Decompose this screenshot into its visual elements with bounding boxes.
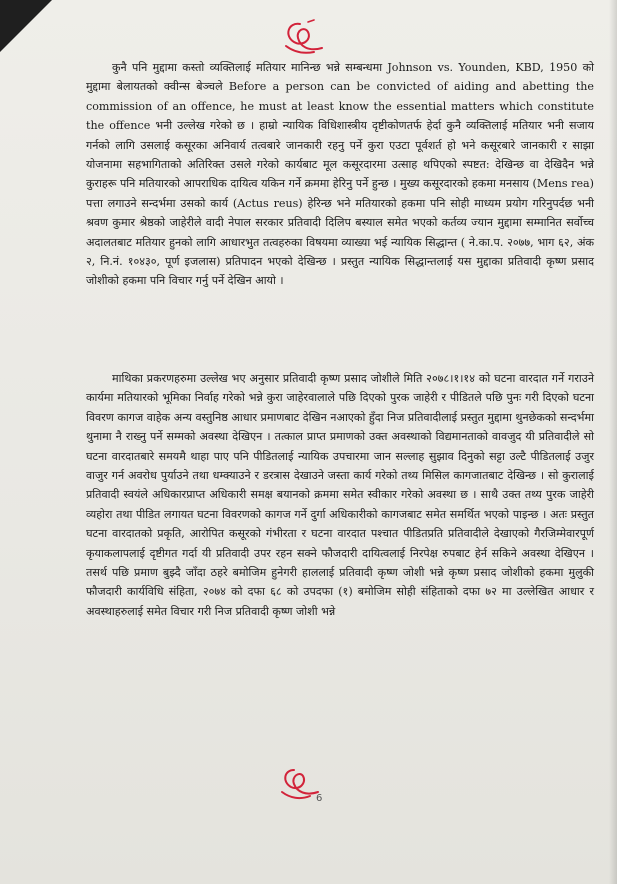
page-number: 6 — [316, 793, 323, 804]
paragraph-2 — [86, 369, 594, 621]
page-corner-fold — [0, 0, 52, 52]
paragraph-2-text: माथिका प्रकरणहरुमा उल्लेख भए अनुसार प्रतिवादी कृष्ण प्रसाद जोशीले मिति २०७८।१।१४ को घटना वारदात गर्ने गराउने कार्यमा मतियारको भूमिका निर्वाह गरेको भन्ने कुरा जाहेरवालाले पछि दिएको पुरक जाहेरी र पीडितले पछि पुनः गरी दिएको घटना विवरण कागज वाहेक अन्य वस्तुनिष्ठ आधार प्रमाणबाट देखिन नआएको हुँदा निज प्रतिवादीलाई प्रस्तुत मुद्दामा थुनछेकको सन्दर्भमा थुनामा नै राख्नु पर्ने सम्मको अवस्था देखिएन । तत्काल प्राप्त प्रमाणको उक्त अवस्थाको विद्यमानताको वावजुद यी प्रतिवादीले सो घटना वारदातबारे समयमै थाहा पाए पनि पीडितलाई न्यायिक उपचारमा जान सल्लाह सुझाव दिनुको सट्टा उल्टै पीडितलाई उजुर वाजुर गर्न अवरोध पुर्याउने तथा धम्क्याउने र डरत्रास देखाउने जस्ता कार्य गरेको तथ्य मिसिल कागजातबाट देखिन्छ । सो कुरालाई प्रतिवादी स्वयंले अधिकारप्राप्त अधिकारी समक्ष बयानको क्रममा समेत स्वीकार गरेको अवस्था छ । साथै उक्त तथ्य पुरक जाहेरी व्यहोरा तथा पीडित लगायत घटना विवरणको कागज गर्ने दुर्गा अधिकारीको कागजबाट समेत समर्थित भएको पाइन्छ । अतः प्रस्तुत घटना वारदातको प्रकृति, आरोपित कसूरको गंभीरता र घटना वारदात पश्चात पीडितप्रति प्रतिवादीले देखाएको गैरजिम्मेवारपूर्ण कृयाकलापलाई दृष्टीगत गर्दा यी प्रतिवादी उपर रहन सक्ने फौजदारी दायित्वलाई निरपेक्ष रुपबाट हेर्न सकिने अवस्था देखिएन । तसर्थ पछि प्रमाण बुझ्दै जाँदा ठहरे बमोजिम हुनेगरी हाललाई प्रतिवादी कृष्ण जोशी भन्ने कृष्ण प्रसाद जोशीको हकमा मुलुकी फौजदारी कार्यविधि संहिता, २०७४ को दफा ६८ को उपदफा (१) बमोजिम सोही संहिताको दफा ७२ मा उल्लेखित आधार र अवस्थाहरुलाई समेत विचार गरी निज प्रतिवादी कृष्ण जोशी भन्ने — [86, 372, 594, 618]
paragraph-1 — [86, 58, 594, 291]
paragraph-1-text: कुनै पनि मुद्दामा कस्तो व्यक्तिलाई मतियार मानिन्छ भन्ने सम्बन्धमा Johnson vs. Younden, KBD, 1950 को मुद्दामा बेलायतको क्वीन्स बेञ्चले Before a person can be convicted of aiding and abetting the commission of an offence, he must at least know the essential matters which constitute the offence भनी उल्लेख गरेको छ । हाम्रो न्यायिक विधिशास्त्रीय दृष्टीकोणतर्फ हेर्दा कुनै व्यक्तिलाई मतियार भनी सजाय गर्नको लागि उसलाई कसूरका अनिवार्य तत्वबारे जानकारी रहनु पर्ने कुरा एउटा पूर्वशर्त हो भने कसूरबारे जानकारी र साझा योजनामा सहभागिताको अतिरिक्त उसले गरेको कार्यबाट मूल कसूरदारमा उत्साह थपिएको स्पष्टत: देखिन्छ वा देखिदैन भन्ने कुराहरू पनि मतियारको आपराधिक दायित्व यकिन गर्ने क्रममा हेरिनु पर्ने हुन्छ । मुख्य कसूरदारको हकमा मनसाय (Mens rea) पत्ता लगाउने सन्दर्भमा उसको कार्य (Actus reus) हेरिन्छ भने मतियारको हकमा पनि सोही माध्यम प्रयोग गरिनुपर्दछ भनी श्रवण कुमार श्रेष्ठको जाहेरीले वादी नेपाल सरकार प्रतिवादी दिलिप बस्याल समेत भएको कर्तव्य ज्यान मुद्दामा सम्मानित सर्वोच्च अदालतबाट मतियार हुनको लागि आधारभुत तत्वहरुका विषयमा व्याख्या भई न्यायिक सिद्धान्त ( ने.का.प. २०७७, भाग ६२, अंक २, नि.नं. १०४३०, पूर्ण इजलास) प्रतिपादन भएको देखिन्छ । प्रस्तुत न्यायिक सिद्धान्तलाई यस मुद्दाका प्रतिवादी कृष्ण प्रसाद जोशीको हकमा पनि विचार गर्नु पर्ने देखिन आयो । — [86, 61, 594, 288]
page-edge-shadow — [609, 0, 617, 884]
red-signature-scribble-top — [278, 18, 328, 60]
